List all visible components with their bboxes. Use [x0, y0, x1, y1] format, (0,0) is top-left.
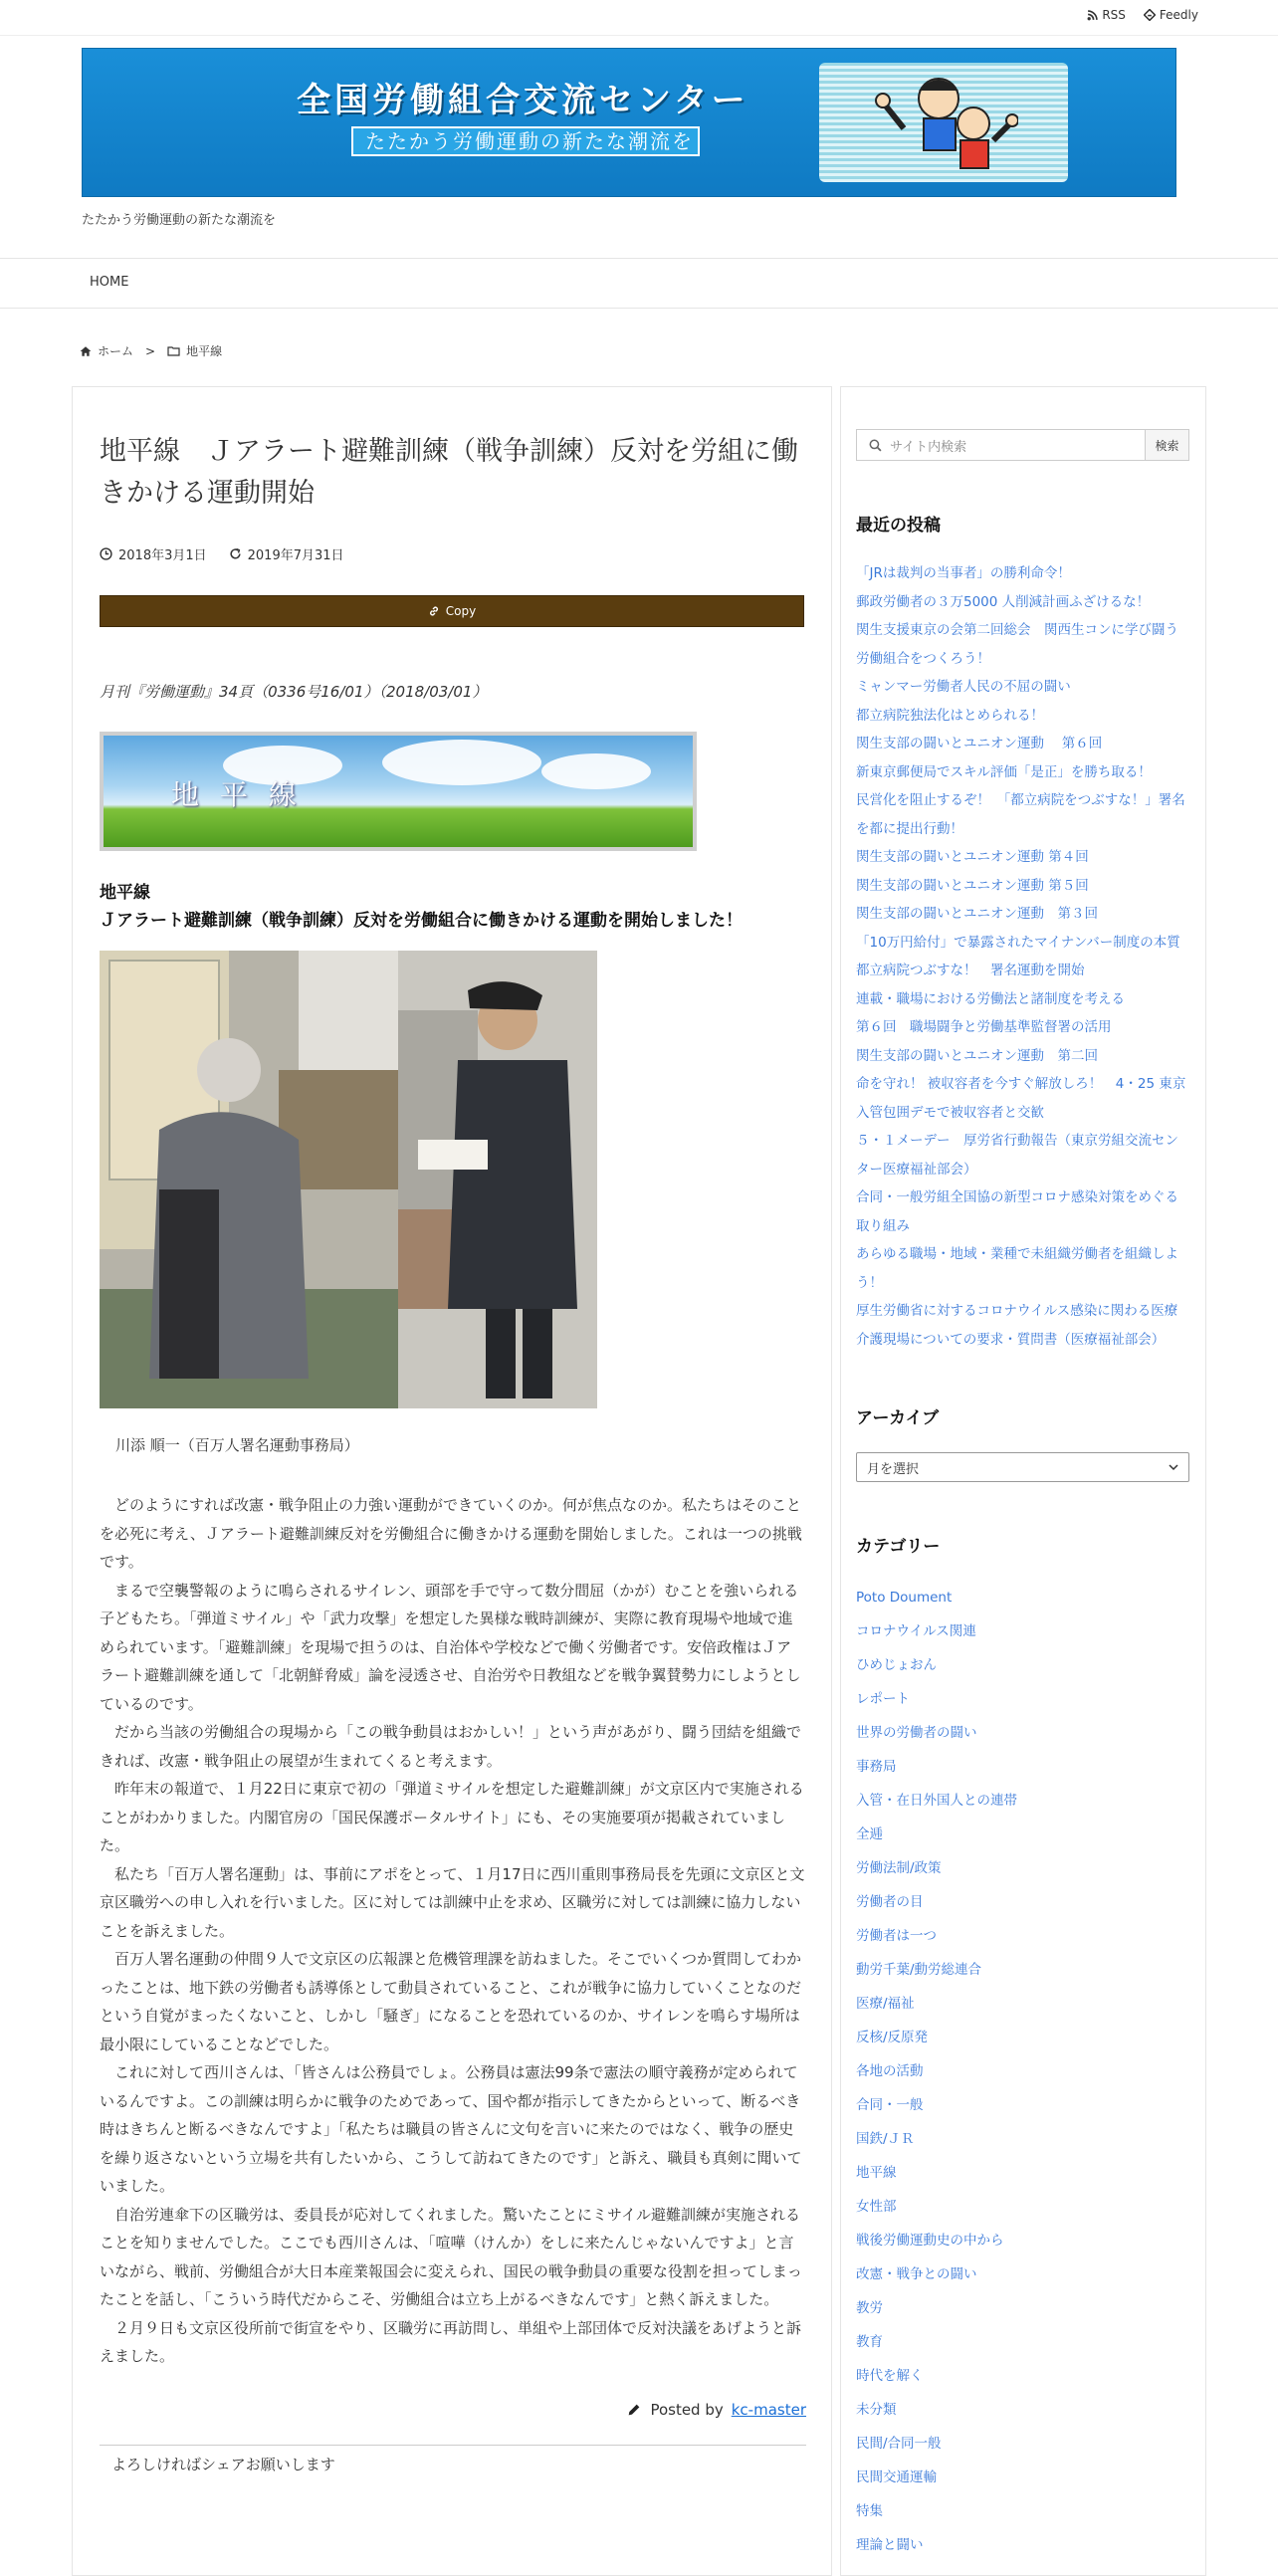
updated-date-text: 2019年7月31日 [247, 548, 344, 563]
recent-post-link[interactable]: 都立病院つぶすな！ 署名運動を開始 [856, 963, 1085, 978]
paragraph: ２月９日も文京区役所前で街宣をやり、区職労に再訪問し、単組や上部団体で反対決議をあげようと訴えました。 [100, 2318, 802, 2365]
site-banner-logo[interactable] [82, 48, 1176, 197]
paragraph: 私たち「百万人署名運動」は、事前にアポをとって、１月17日に西川重則事務局長を先頭に文京区と文京区職労への申し入れを行いました。区に対しては訓練中止を求め、区職労に対しては訓練に協力しないことを訴えました。 [100, 1864, 805, 1940]
published-date-text: 2018年3月1日 [118, 548, 207, 563]
category-link[interactable]: 時代を解く [856, 2368, 924, 2384]
category-link[interactable]: 事務局 [856, 1759, 897, 1775]
archive-select-value: 月を選択 [867, 1461, 920, 1477]
category-title: カテゴリー [856, 1537, 941, 1557]
article-dates [100, 544, 806, 563]
chihei-sen-banner-image [100, 732, 697, 851]
category-link[interactable]: 民間交通運輸 [856, 2469, 937, 2485]
share-heading: よろしければシェアお願いします [100, 2445, 806, 2474]
category-link[interactable]: 動労千葉/動労総連合 [856, 1962, 982, 1978]
recent-post-link[interactable]: 関生支援東京の会第二回総会 関西生コンに学び闘う労働組合をつくろう！ [856, 622, 1178, 667]
recent-post-link[interactable]: 「10万円給付」で暴露されたマイナンバー制度の本質 [856, 934, 1180, 951]
breadcrumb [80, 342, 222, 359]
category-link[interactable]: 各地の活動 [856, 2063, 924, 2079]
category-link[interactable]: 医療/福祉 [856, 1996, 915, 2012]
rss-icon [1087, 10, 1098, 21]
rss-link[interactable] [1087, 8, 1126, 22]
archive-title: アーカイブ [856, 1408, 940, 1428]
search-input[interactable] [857, 430, 1145, 460]
site-search [856, 429, 1189, 461]
category-link[interactable]: 合同・一般 [856, 2097, 924, 2113]
office-photo-illustration [100, 951, 597, 1408]
author-link[interactable]: kc-master [731, 2400, 806, 2419]
recent-post-link[interactable]: 新東京郵便局でスキル評価「是正」を勝ち取る！ [856, 763, 1152, 780]
rss-label: RSS [1102, 8, 1126, 22]
article [100, 431, 806, 2474]
feed-links [1087, 8, 1198, 22]
recent-post-link[interactable]: ５・１メーデー 厚労省行動報告（東京労組交流センター医療福祉部会） [856, 1133, 1178, 1178]
search-icon [869, 439, 882, 452]
category-link[interactable]: 女性部 [856, 2199, 897, 2215]
article-headline [100, 879, 806, 935]
site-header [0, 36, 1278, 259]
sidebar [840, 386, 1206, 2576]
category-link[interactable]: コロナウイルス関連 [856, 1623, 976, 1639]
category-link[interactable]: 国鉄/ＪＲ [856, 2131, 915, 2147]
category-list [856, 1581, 1189, 2562]
refresh-icon [229, 547, 242, 560]
recent-post-link[interactable]: ミャンマー労働者人民の不屈の闘い [856, 679, 1071, 695]
breadcrumb-separator: > [145, 343, 156, 358]
cloud-shape [541, 753, 651, 789]
feedly-icon [1144, 9, 1156, 21]
posted-by-label: Posted by [650, 2400, 724, 2419]
category-link[interactable]: 全逓 [856, 1826, 883, 1842]
breadcrumb-home[interactable]: ホーム [98, 344, 134, 358]
posted-by [100, 2401, 806, 2419]
site-tagline: たたかう労働運動の新たな潮流を [82, 213, 277, 228]
nav-home[interactable]: HOME [90, 275, 129, 290]
chevron-down-icon [1169, 1463, 1178, 1471]
paragraph: これに対して西川さんは、「皆さんは公務員でしょ。公務員は憲法99条で憲法の順守義務が定められているんですよ。この訓練は明らかに戦争のためであって、国や都が指示してきたからといって、断るべき時はきちんと断るべきなんですよ」「私たちは職員の皆さんに文句を言いに来たのではなく、戦争の歴史を繰り返さないという立場を共有したいから、こうして訪ねてきたのです」と訴え、職員も真剣に聞いていました。 [100, 2063, 802, 2195]
article-source: 月刊『労働運動』34頁（0336号16/01）（2018/03/01） [100, 683, 488, 701]
paragraph: 昨年末の報道で、１月22日に東京で初の「弾道ミサイルを想定した避難訓練」が文京区内で実施されることがわかりました。内閣官房の「国民保護ポータルサイト」にも、その実施要項が掲載されていました。 [100, 1780, 804, 1854]
copy-label: Copy [445, 604, 477, 618]
headline-line-1: 地平線 [100, 883, 150, 903]
recent-post-link[interactable]: 都立病院独法化はとめられる！ [856, 707, 1044, 724]
paragraph: まるで空襲警報のように鳴らされるサイレン、頭部を手で守って数分間屈（かが）むことを強いられる子どもたち。「弾道ミサイル」や「武力攻撃」を想定した異様な戦時訓練が、実際に教育現場や地域で進められています。「避難訓練」を現場で担うのは、自治体や学校などで働く労働者です。安倍政権はＪアラート避難訓練を通して「北朝鮮脅威」論を浸透させ、自治労や日教組などを戦争翼賛勢力にしようとしているのです。 [100, 1581, 801, 1713]
folder-icon [167, 345, 180, 356]
recent-post-link[interactable]: 第６回 職場闘争と労働基準監督署の活用 [856, 1019, 1112, 1035]
recent-post-link[interactable]: 郵政労働者の３万5000 人削減計画ふざけるな！ [856, 593, 1151, 610]
global-nav [0, 259, 1278, 309]
recent-post-link[interactable]: 命を守れ！ 被収容者を今すぐ解放しろ！ 4・25 東京入管包囲デモで被収容者と交歓 [856, 1076, 1186, 1121]
category-link[interactable]: 教育 [856, 2334, 883, 2350]
recent-post-link[interactable]: 関生支部の闘いとユニオン運動 第３回 [856, 906, 1098, 922]
recent-post-link[interactable]: 関生支部の闘いとユニオン運動 第６回 [856, 736, 1103, 751]
category-link[interactable]: 改憲・戦争との闘い [856, 2266, 977, 2282]
recent-post-link[interactable]: あらゆる職場・地域・業種で未組織労働者を組織しよう！ [856, 1246, 1178, 1291]
category-link[interactable]: 反核/反原発 [856, 2030, 929, 2045]
copy-button[interactable] [100, 595, 804, 627]
category-link[interactable]: 理論と闘い [856, 2537, 924, 2553]
category-link[interactable]: 労働者は一つ [856, 1928, 937, 1944]
category-link[interactable]: 教労 [856, 2300, 883, 2316]
search-placeholder: サイト内検索 [890, 439, 967, 455]
category-link[interactable]: 労働者の目 [856, 1894, 924, 1910]
article-title: 地平線 Ｊアラート避難訓練（戦争訓練）反対を労組に働きかける運動開始 [100, 436, 798, 509]
clock-icon [100, 547, 112, 560]
banner-title: 全国労働組合交流センター [297, 81, 749, 120]
category-link[interactable]: レポート [856, 1691, 910, 1707]
paragraph: 百万人署名運動の仲間９人で文京区の広報課と危機管理課を訪ねました。そこでいくつか質問してわかったことは、地下鉄の労働者も誘導係として動員されていること、これが戦争に協力していくことなのだという自覚がまったくないこと、しかし「騒ぎ」になることを恐れているのか、サイレンを鳴らす場所は最小限にしていることなどでした。 [100, 1950, 802, 2053]
home-icon [80, 345, 92, 357]
cloud-shape [382, 740, 541, 785]
banner-subtitle: たたかう労働運動の新たな潮流を [351, 126, 700, 156]
article-photo [100, 951, 597, 1408]
link-icon [428, 605, 440, 617]
recent-posts-list [856, 559, 1189, 1354]
search-button[interactable]: 検索 [1145, 430, 1188, 460]
recent-post-link[interactable]: 関生支部の闘いとユニオン運動 第二回 [856, 1047, 1098, 1064]
category-link[interactable]: 入管・在日外国人との連帯 [856, 1793, 1017, 1809]
workers-illustration-icon [869, 69, 1018, 178]
archive-select[interactable] [856, 1452, 1189, 1482]
recent-post-link[interactable]: 厚生労働省に対するコロナウイルス感染に関わる医療介護現場についての要求・質問書（医療福祉部会） [856, 1303, 1178, 1348]
recent-post-link[interactable]: 「JRは裁判の当事者」の勝利命令！ [856, 565, 1071, 581]
category-link[interactable]: Poto Doument [856, 1590, 953, 1606]
category-link[interactable]: 世界の労働者の闘い [856, 1725, 977, 1741]
feedly-link[interactable] [1144, 8, 1198, 22]
feedly-label: Feedly [1159, 8, 1198, 22]
headline-line-2: Ｊアラート避難訓練（戦争訓練）反対を労働組合に働きかける運動を開始しました！ [100, 911, 743, 931]
recent-post-link[interactable]: 連載・職場における労働法と諸制度を考える [856, 990, 1125, 1007]
banner-word: 地 平 線 [171, 778, 303, 811]
recent-posts-title: 最近の投稿 [856, 516, 941, 536]
category-link[interactable]: 労働法制/政策 [856, 1860, 942, 1876]
paragraph: だから当該の労働組合の現場から「この戦争動員はおかしい！」という声があがり、闘う団結を組織できれば、改憲・戦争阻止の展望が生まれてくると考えます。 [100, 1723, 802, 1770]
pencil-icon [626, 2402, 642, 2418]
recent-post-link[interactable]: 関生支部の闘いとユニオン運動 第４回 [856, 849, 1089, 865]
breadcrumb-category[interactable]: 地平線 [186, 344, 223, 358]
category-link[interactable]: 特集 [856, 2503, 883, 2519]
article-body [100, 1491, 806, 2371]
category-link[interactable]: 未分類 [856, 2402, 897, 2418]
recent-post-link[interactable]: 民営化を阻止するぞ！ 「都立病院をつぶすな！」署名を都に提出行動！ [856, 792, 1185, 837]
category-link[interactable]: 地平線 [856, 2165, 897, 2181]
photo-caption: 川添 順一（百万人署名運動事務局） [115, 1436, 359, 1454]
category-link[interactable]: ひめじょおん [856, 1657, 937, 1673]
updated-date [229, 544, 344, 563]
top-bar [0, 0, 1278, 36]
category-link[interactable]: 民間/合同一般 [856, 2436, 942, 2452]
recent-post-link[interactable]: 関生支部の闘いとユニオン運動 第５回 [856, 877, 1089, 894]
main-content [72, 386, 832, 2576]
category-link[interactable]: 戦後労働運動史の中から [856, 2233, 1004, 2249]
recent-post-link[interactable]: 合同・一般労組全国協の新型コロナ感染対策をめぐる取り組み [856, 1189, 1178, 1234]
paragraph: どのようにすれば改憲・戦争阻止の力強い運動ができていくのか。何が焦点なのか。私たちはそのことを必死に考え、Ｊアラート避難訓練反対を労働組合に働きかける運動を開始しました。これは一つの挑戦です。 [100, 1496, 802, 1571]
published-date [100, 544, 207, 563]
paragraph: 自治労連傘下の区職労は、委員長が応対してくれました。驚いたことにミサイル避難訓練が実施されることを知りませんでした。ここでも西川さんは、「喧嘩（けんか）をしに来たんじゃないんですよ」と言いながら、戦前、労働組合が大日本産業報国会に変えられ、国民の戦争動員の重要な役割を担ってしまったことを話し、「こういう時代だからこそ、労働組合は立ち上がるべきなんです」と熱く訴えました。 [100, 2205, 802, 2308]
sidebar-inner [856, 429, 1189, 2562]
